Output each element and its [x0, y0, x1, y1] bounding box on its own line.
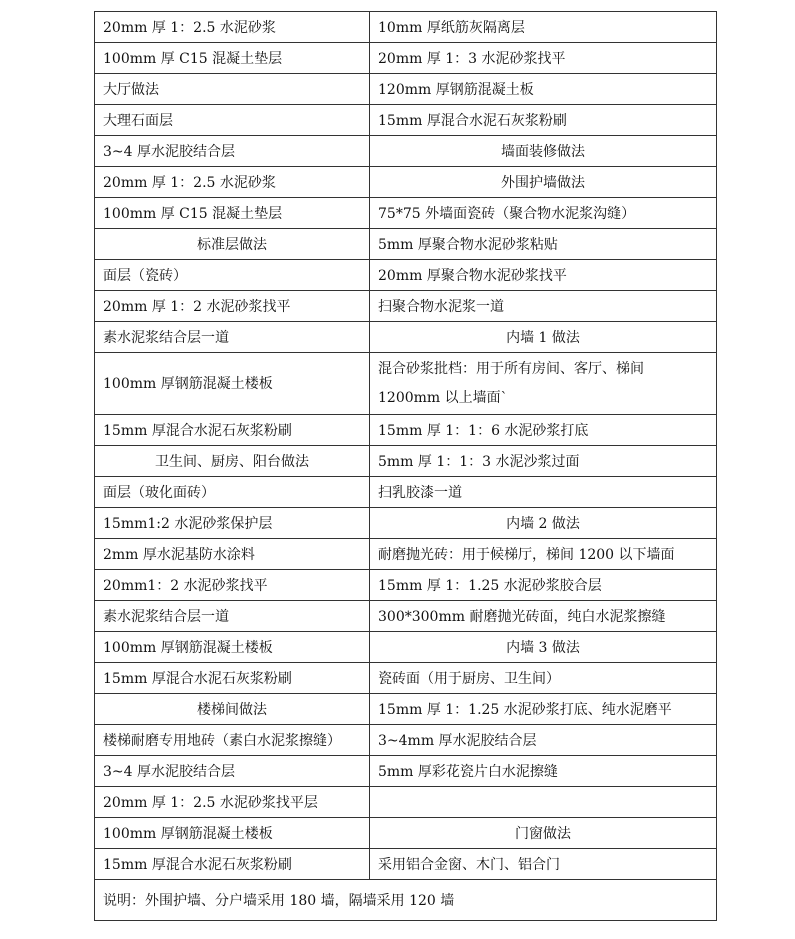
floor-spec-cell: 100mm 厚 C15 混凝土垫层 — [95, 43, 370, 74]
table-row — [95, 136, 717, 167]
floor-spec-cell: 2mm 厚水泥基防水涂料 — [95, 539, 370, 570]
wall-spec-cell: 15mm 厚 1：1.25 水泥砂浆胶合层 — [370, 570, 717, 601]
wall-spec-cell: 300*300mm 耐磨抛光砖面，纯白水泥浆擦缝 — [370, 601, 717, 632]
wall-spec-cell: 20mm 厚聚合物水泥砂浆找平 — [370, 260, 717, 291]
wall-spec-cell: 扫聚合物水泥浆一道 — [370, 291, 717, 322]
floor-spec-cell: 15mm1:2 水泥砂浆保护层 — [95, 508, 370, 539]
table-row — [95, 322, 717, 353]
table-row — [95, 12, 717, 43]
floor-spec-cell: 15mm 厚混合水泥石灰浆粉刷 — [95, 415, 370, 446]
table-row — [95, 291, 717, 322]
floor-spec-cell: 100mm 厚钢筋混凝土楼板 — [95, 632, 370, 663]
floor-spec-cell: 20mm 厚 1：2.5 水泥砂浆 — [95, 12, 370, 43]
wall-spec-cell: 3~4mm 厚水泥胶结合层 — [370, 725, 717, 756]
wall-spec-cell: 20mm 厚 1：3 水泥砂浆找平 — [370, 43, 717, 74]
wall-spec-cell: 外围护墙做法 — [370, 167, 717, 198]
wall-spec-cell — [370, 787, 717, 818]
table-row — [95, 725, 717, 756]
table-row — [95, 632, 717, 663]
table-row — [95, 260, 717, 291]
floor-spec-cell: 20mm 厚 1：2 水泥砂浆找平 — [95, 291, 370, 322]
note-text: 说明：外围护墙、分户墙采用 180 墙，隔墙采用 120 墙 — [95, 880, 717, 921]
floor-spec-cell: 大理石面层 — [95, 105, 370, 136]
table-row — [95, 818, 717, 849]
floor-spec-cell: 3~4 厚水泥胶结合层 — [95, 756, 370, 787]
wall-spec-cell: 耐磨抛光砖：用于候梯厅，梯间 1200 以下墙面 — [370, 539, 717, 570]
table-row — [95, 570, 717, 601]
table-row — [95, 539, 717, 570]
wall-spec-cell: 采用铝合金窗、木门、铝合门 — [370, 849, 717, 880]
floor-spec-cell: 20mm 厚 1：2.5 水泥砂浆 — [95, 167, 370, 198]
table-row — [95, 74, 717, 105]
table-row — [95, 198, 717, 229]
wall-spec-cell: 瓷砖面（用于厨房、卫生间） — [370, 663, 717, 694]
floor-spec-cell: 卫生间、厨房、阳台做法 — [95, 446, 370, 477]
wall-spec-cell: 10mm 厚纸筋灰隔离层 — [370, 12, 717, 43]
table-row — [95, 446, 717, 477]
table-row — [95, 415, 717, 446]
floor-spec-cell: 素水泥浆结合层一道 — [95, 601, 370, 632]
floor-spec-cell: 面层（瓷砖） — [95, 260, 370, 291]
floor-spec-cell: 素水泥浆结合层一道 — [95, 322, 370, 353]
wall-spec-cell: 75*75 外墙面瓷砖（聚合物水泥浆沟缝） — [370, 198, 717, 229]
wall-spec-cell: 内墙 1 做法 — [370, 322, 717, 353]
wall-spec-cell: 15mm 厚 1：1：6 水泥砂浆打底 — [370, 415, 717, 446]
wall-spec-cell: 15mm 厚混合水泥石灰浆粉刷 — [370, 105, 717, 136]
floor-spec-cell: 面层（玻化面砖） — [95, 477, 370, 508]
floor-spec-cell: 3~4 厚水泥胶结合层 — [95, 136, 370, 167]
floor-spec-cell: 大厅做法 — [95, 74, 370, 105]
table-row — [95, 694, 717, 725]
table-row — [95, 787, 717, 818]
table-row — [95, 849, 717, 880]
spec-table-body — [95, 12, 717, 921]
wall-spec-cell: 15mm 厚 1：1.25 水泥砂浆打底、纯水泥磨平 — [370, 694, 717, 725]
note-row — [95, 880, 717, 921]
wall-spec-cell: 扫乳胶漆一道 — [370, 477, 717, 508]
table-row — [95, 43, 717, 74]
floor-spec-cell: 15mm 厚混合水泥石灰浆粉刷 — [95, 663, 370, 694]
construction-spec-sheet — [94, 11, 716, 921]
table-row — [95, 663, 717, 694]
floor-spec-cell: 楼梯间做法 — [95, 694, 370, 725]
table-row — [95, 105, 717, 136]
wall-spec-cell: 120mm 厚钢筋混凝土板 — [370, 74, 717, 105]
wall-spec-cell: 门窗做法 — [370, 818, 717, 849]
floor-spec-cell: 标准层做法 — [95, 229, 370, 260]
table-row — [95, 477, 717, 508]
floor-spec-cell: 楼梯耐磨专用地砖（素白水泥浆擦缝） — [95, 725, 370, 756]
wall-spec-cell: 内墙 2 做法 — [370, 508, 717, 539]
table-row — [95, 601, 717, 632]
table-row — [95, 229, 717, 260]
floor-spec-cell: 100mm 厚钢筋混凝土楼板 — [95, 353, 370, 415]
floor-spec-cell: 100mm 厚 C15 混凝土垫层 — [95, 198, 370, 229]
floor-spec-cell: 20mm 厚 1：2.5 水泥砂浆找平层 — [95, 787, 370, 818]
wall-spec-cell: 5mm 厚 1：1：3 水泥沙浆过面 — [370, 446, 717, 477]
floor-spec-cell: 15mm 厚混合水泥石灰浆粉刷 — [95, 849, 370, 880]
wall-spec-cell: 5mm 厚聚合物水泥砂浆粘贴 — [370, 229, 717, 260]
table-row — [95, 353, 717, 415]
table-row — [95, 167, 717, 198]
wall-spec-cell: 5mm 厚彩花瓷片白水泥擦缝 — [370, 756, 717, 787]
floor-spec-cell: 100mm 厚钢筋混凝土楼板 — [95, 818, 370, 849]
wall-spec-cell: 混合砂浆批档：用于所有房间、客厅、梯间 1200mm 以上墙面` — [370, 353, 717, 415]
table-row — [95, 756, 717, 787]
table-row — [95, 508, 717, 539]
wall-spec-cell: 内墙 3 做法 — [370, 632, 717, 663]
floor-spec-cell: 20mm1：2 水泥砂浆找平 — [95, 570, 370, 601]
wall-spec-cell: 墙面装修做法 — [370, 136, 717, 167]
construction-spec-table — [94, 11, 717, 921]
